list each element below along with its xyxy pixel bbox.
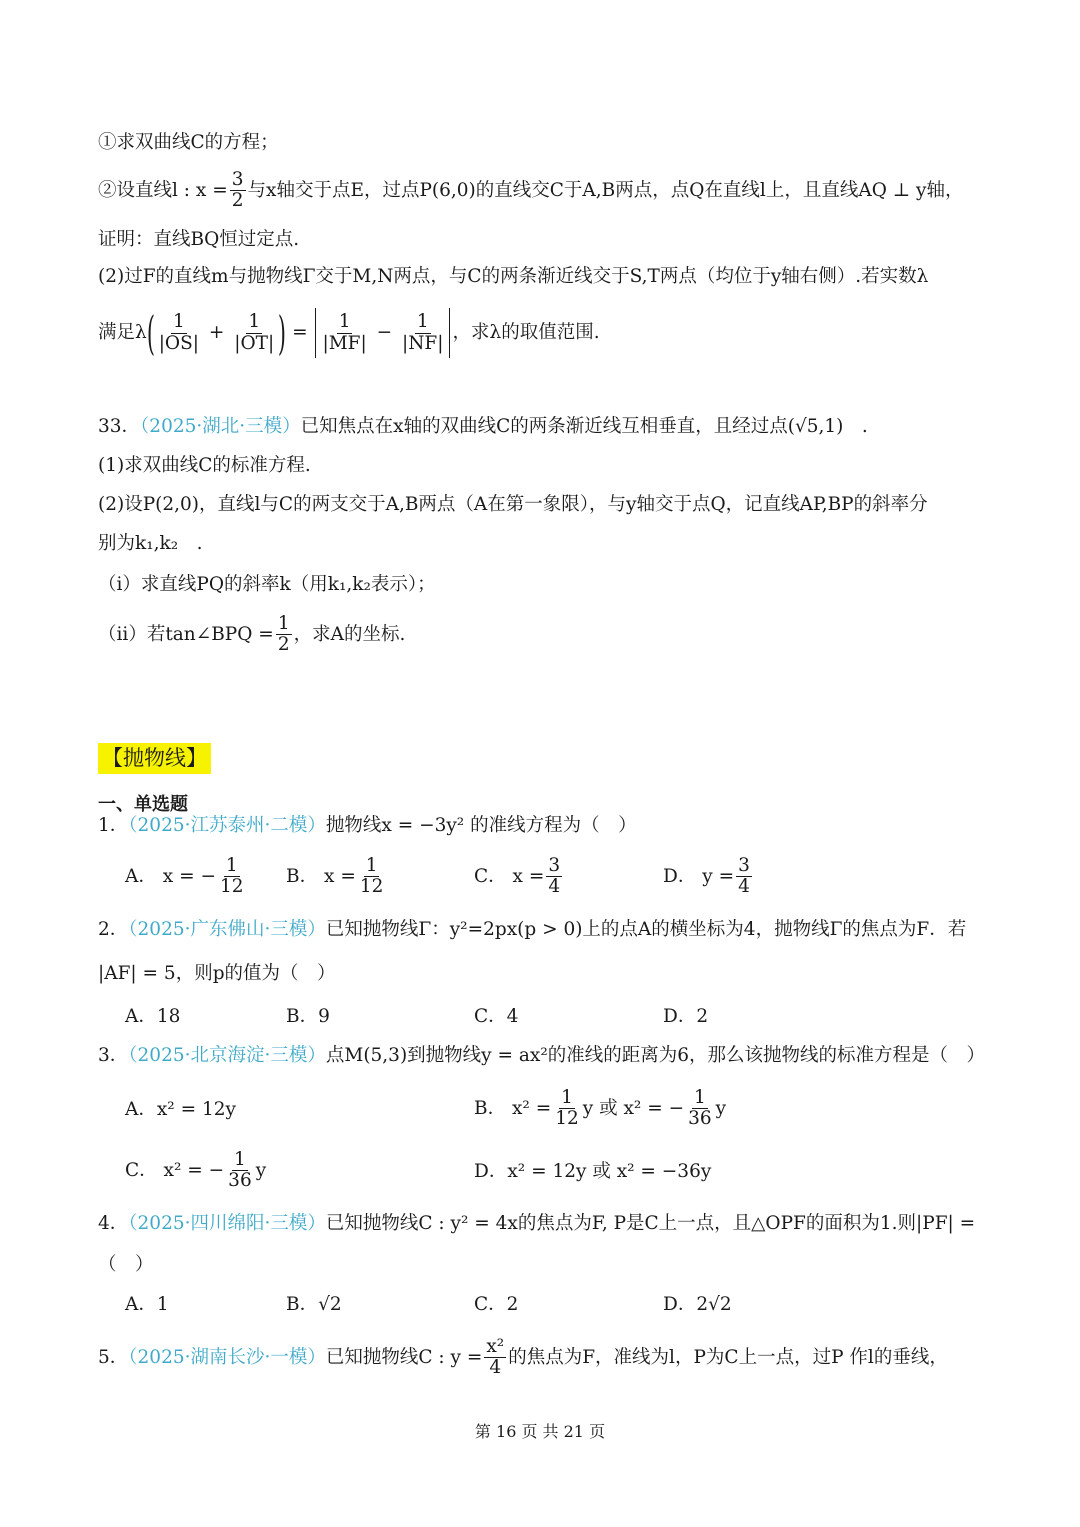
prev-subq-1: ①求双曲线C的方程；	[98, 132, 279, 153]
q2-option-c: C．4	[474, 1006, 519, 1027]
q2-option-b: B．9	[286, 1006, 330, 1027]
question-5: 5．（2025·湖南长沙·一模）已知抛物线C : y = $\frac{\text{x²}}{4}$ 的焦点为F，准线为l，P为C上一点，过P 作l的垂线，	[98, 1336, 948, 1379]
q2-option-d: D．2	[663, 1006, 709, 1027]
q1-option-a: A． x = − $\frac{1}{12}$	[125, 855, 244, 898]
question-3: 3．（2025·北京海淀·三模）点M(5,3)到抛物线y = ax²的准线的距离为6，那么该抛物线的标准方程是（ ）	[98, 1045, 986, 1066]
question-source: （2025·广东佛山·三模）	[128, 919, 326, 940]
q33-sub-ii: （ii）若tan∠BPQ = $\frac{1}{2}$ ，求A的坐标.	[98, 613, 406, 656]
q33-part-2-cont: 别为k₁,k₂ .	[98, 533, 203, 554]
question-source: （2025·湖北·三模）	[140, 416, 301, 437]
fraction: $\frac{3}{2}$	[231, 169, 244, 212]
question-33: 33．（2025·湖北·三模）已知焦点在x轴的双曲线C的两条渐近线互相垂直，且经过点(√5,1) .	[98, 416, 868, 437]
question-source: （2025·湖南长沙·一模）	[128, 1346, 326, 1368]
question-2: 2．（2025·广东佛山·三模）已知抛物线Γ：y²=2px(p > 0)上的点A的横坐标为4，抛物线Γ的焦点为F．若	[98, 919, 967, 940]
q2-option-a: A．18	[125, 1006, 181, 1027]
question-4-cont: （ ）	[98, 1254, 154, 1275]
q33-sub-i: （i）求直线PQ的斜率k（用k₁,k₂表示）；	[98, 574, 436, 595]
prev-subq-2-cont: 证明：直线BQ恒过定点.	[98, 229, 300, 250]
q4-option-a: A．1	[125, 1294, 169, 1315]
q1-option-c: C． x = $\frac{3}{4}$	[474, 855, 561, 898]
q33-part-2: (2)设P(2,0)，直线l与C的两支交于A,B两点（A在第一象限），与y轴交于点Q，记直线AP,BP的斜率分	[98, 494, 928, 515]
question-4: 4．（2025·四川绵阳·三模）已知抛物线C : y² = 4x的焦点为F, P是C上一点，且△OPF的面积为1.则|PF| =	[98, 1213, 976, 1234]
prev-part-2-formula: 满足λ( $\frac{1}{|OS|}$ + $\frac{1}{|OT|}$ ) = $\frac{1}{|MF|}$ − $\frac{1}{|NF|}$ ，求λ的取值范围.	[98, 306, 600, 360]
question-source: （2025·北京海淀·三模）	[128, 1045, 326, 1066]
q4-option-c: C．2	[474, 1294, 519, 1315]
q1-option-d: D． y = $\frac{3}{4}$	[663, 855, 750, 898]
page-footer: 第 16 页 共 21 页	[474, 1422, 606, 1441]
q3-option-b: B． x² = $\frac{1}{12}$ y 或 x² = − $\frac{1}{36}$ y	[474, 1087, 727, 1130]
prev-subq-2: ②设直线l : x = $\frac{3}{2}$ 与x轴交于点E，过点P(6,0)的直线交C于A,B两点，点Q在直线l上，且直线AQ ⊥ y轴，	[98, 169, 964, 212]
q3-option-a: A．x² = 12y	[125, 1099, 236, 1120]
section-heading: 一、单选题	[98, 794, 188, 815]
q4-option-d: D．2√2	[663, 1294, 732, 1315]
question-source: （2025·江苏泰州·二模）	[128, 815, 326, 836]
question-1: 1．（2025·江苏泰州·二模）抛物线x = −3y² 的准线方程为（ ）	[98, 815, 637, 836]
q1-option-b: B． x = $\frac{1}{12}$	[286, 855, 384, 898]
section-tag-parabola: 【抛物线】	[98, 743, 211, 774]
q33-part-1: (1)求双曲线C的标准方程.	[98, 455, 311, 476]
q4-option-b: B．√2	[286, 1294, 342, 1315]
q3-option-d: D．x² = 12y 或 x² = −36y	[474, 1161, 712, 1182]
question-2-cont: |AF| = 5，则p的值为（ ）	[98, 963, 336, 984]
q3-option-c: C． x² = − $\frac{1}{36}$ y	[125, 1149, 267, 1192]
question-source: （2025·四川绵阳·三模）	[128, 1213, 326, 1234]
prev-part-2: (2)过F的直线m与抛物线Γ交于M,N两点，与C的两条渐近线交于S,T两点（均位于y轴右侧）.若实数λ	[98, 266, 929, 287]
